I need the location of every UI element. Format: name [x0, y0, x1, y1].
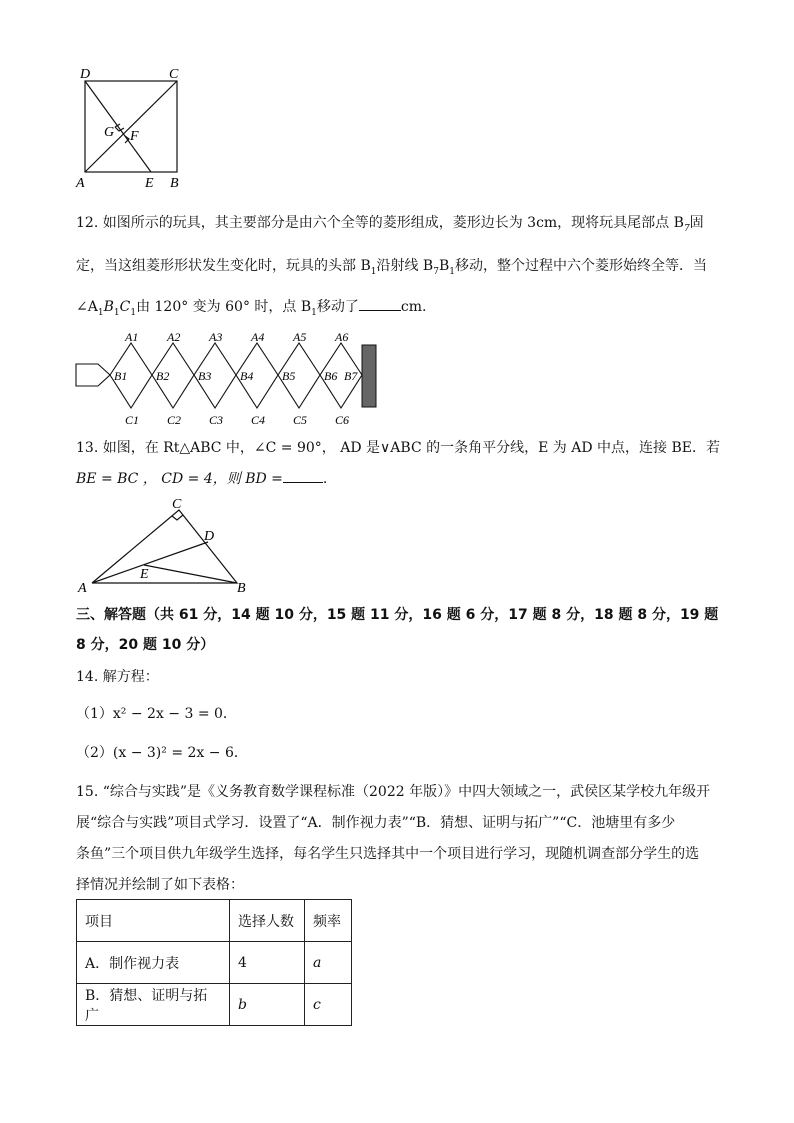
toy-label-top: A3	[209, 330, 223, 344]
label-f: F	[130, 129, 139, 144]
toy-label-bottom: C4	[251, 413, 266, 427]
toy-label-top: A4	[251, 330, 265, 344]
toy-label-bottom: C5	[293, 413, 308, 427]
label-e: E	[140, 567, 149, 582]
toy-label-mid: B7	[344, 369, 358, 383]
toy-label-bottom: C1	[125, 413, 140, 427]
toy-label-mid: B6	[324, 369, 338, 383]
table-header: 项目	[77, 900, 230, 942]
table-header: 频率	[305, 900, 352, 942]
label-g: G	[104, 125, 115, 140]
answer-blank-q13[interactable]	[283, 468, 323, 483]
table-header: 选择人数	[230, 900, 305, 942]
table-cell: A．制作视力表	[77, 942, 230, 984]
toy-label-mid: B3	[198, 369, 212, 383]
table-cell: B．猜想、证明与拓广	[77, 984, 230, 1026]
q13-line1: 13. 如图，在 Rt△ABC 中，∠C = 90°， AD 是∨ABC 的一条角平分线，E 为 AD 中点，连接 BE．若	[76, 440, 720, 456]
label-b: B	[170, 176, 179, 191]
answer-blank-q12[interactable]	[359, 296, 401, 311]
table-cell: c	[305, 984, 352, 1026]
toy-label-bottom: C6	[335, 413, 350, 427]
label-c: C	[172, 497, 182, 512]
label-e: E	[145, 176, 154, 191]
q15-line2: 展“综合与实践”项目式学习．设置了“A．制作视力表”“B．猜想、证明与拓广”“C．池塘里有多少	[76, 815, 676, 831]
toy-label-mid: B4	[240, 369, 254, 383]
q15-line3: 条鱼”三个项目供九年级学生选择，每名学生只选择其中一个项目进行学习，现随机调查部分学生的选	[76, 846, 700, 862]
table-cell: a	[305, 942, 352, 984]
figure-square	[70, 64, 190, 192]
label-a: A	[76, 176, 85, 191]
q12-line1: 12. 如图所示的玩具，其主要部分是由六个全等的菱形组成，菱形边长为 3cm，现将玩具尾部点 $B_7$固	[76, 215, 704, 234]
table-row	[77, 942, 352, 984]
label-a: A	[78, 581, 87, 596]
section-heading-line2: 8 分，20 题 10 分）	[76, 637, 215, 653]
q15-line4: 择情况并绘制了如下表格：	[76, 877, 244, 893]
label-c: C	[169, 67, 179, 82]
q14-eq1: （1）x² − 2x − 3 = 0．	[76, 706, 237, 722]
toy-label-mid: B1	[114, 369, 128, 383]
q14-eq2: （2）(x − 3)² = 2x − 6．	[76, 745, 248, 761]
table-header-row	[77, 900, 352, 942]
toy-label-top: A5	[293, 330, 307, 344]
section-heading-line1: 三、解答题（共 61 分，14 题 10 分，15 题 11 分，16 题 6 分，17 题 8 分，18 题 8 分，19 题	[76, 607, 719, 623]
figure-rhombus-toy	[72, 330, 382, 428]
selection-table	[76, 899, 352, 1026]
q12-line2: 定，当这组菱形形状发生变化时，玩具的头部 $B_1$沿射线 $B_7B_1$移动，整个过程中六个菱形始终全等．当	[76, 258, 707, 277]
table-cell: 4	[230, 942, 305, 984]
figure-triangle	[74, 496, 254, 596]
label-d: D	[204, 529, 215, 544]
q12-line3: $\angle A_1B_1C_1$由 120° 变为 60° 时，点 $B_1$移动了 cm.	[76, 296, 426, 323]
label-d: D	[80, 67, 91, 82]
toy-label-top: A6	[335, 330, 349, 344]
toy-label-bottom: C3	[209, 413, 224, 427]
q14-title: 14. 解方程：	[76, 669, 159, 685]
q15-line1: 15. “综合与实践”是《义务教育数学课程标准（2022 年版）》中四大领域之一，武侯区某学校九年级开	[76, 784, 711, 800]
label-b: B	[237, 581, 246, 596]
toy-label-mid: B5	[282, 369, 296, 383]
table-row	[77, 984, 352, 1026]
table-cell: b	[230, 984, 305, 1026]
toy-label-bottom: C2	[167, 413, 182, 427]
toy-label-top: A2	[167, 330, 181, 344]
q13-line2: BE = BC ， CD = 4，则 BD = .	[76, 468, 327, 489]
toy-label-top: A1	[125, 330, 139, 344]
toy-label-mid: B2	[156, 369, 170, 383]
